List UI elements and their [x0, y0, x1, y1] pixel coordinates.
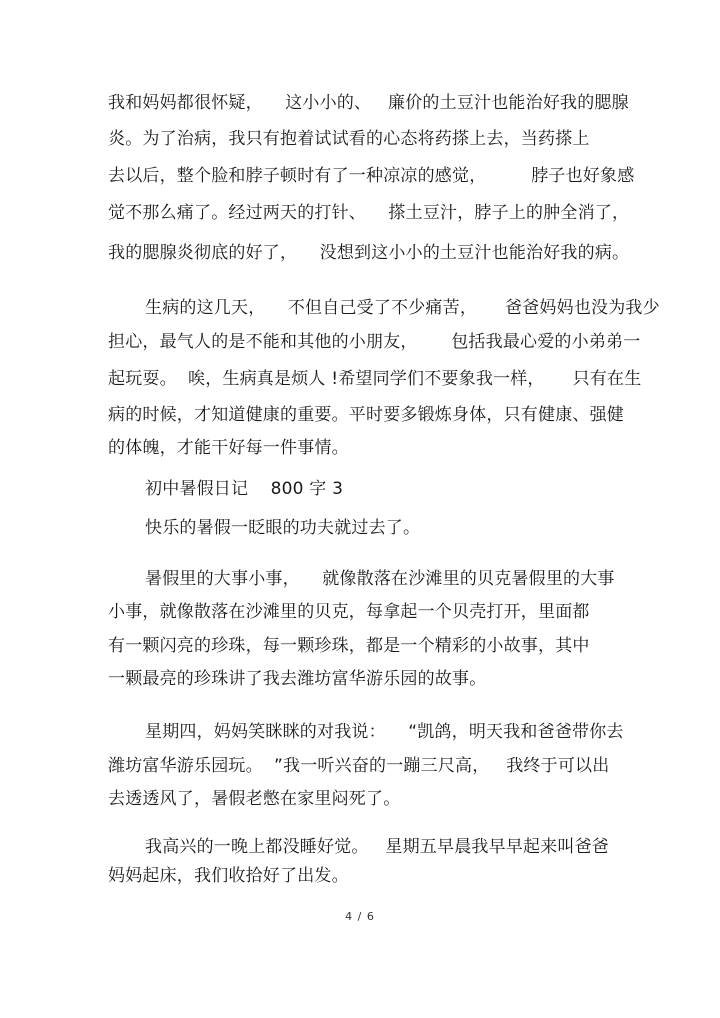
paragraph-1-line-3: 去以后，整个脸和脖子顿时有了一种凉凉的感觉， 脖子也好象感 — [108, 166, 635, 186]
paragraph-1-line-2: 炎。为了治病，我只有抱着试试看的心态将药搽上去，当药搽上 — [108, 129, 590, 149]
paragraph-5-line-1: 星期四，妈妈笑眯眯的对我说： “凯鸽，明天我和爸爸带你去 — [145, 722, 624, 742]
paragraph-3-line-1: 快乐的暑假一眨眼的功夫就过去了。 — [145, 518, 421, 538]
paragraph-2-line-4: 病的时候，才知道健康的重要。平时要多锻炼身体，只有健康、强健 — [108, 405, 624, 425]
paragraph-5-line-2: 潍坊富华游乐园玩。 ”我一听兴奋的一蹦三尺高， 我终于可以出 — [108, 756, 610, 776]
paragraph-6-line-1: 我高兴的一晚上都没睡好觉。 星期五早晨我早早起来叫爸爸 — [145, 837, 610, 857]
page-number: 4 / 6 — [345, 910, 375, 923]
paragraph-6-line-2: 妈妈起床，我们收拾好了出发。 — [108, 866, 349, 886]
paragraph-1-line-1: 我和妈妈都很怀疑， 这小小的、 廉价的土豆汁也能治好我的腮腺 — [108, 93, 629, 113]
paragraph-2-line-3: 起玩耍。 唉，生病真是烦人 !希望同学们不要象我一样， 只有在生 — [108, 369, 642, 389]
paragraph-1-line-4: 觉不那么痛了。经过两天的打针、 搽土豆汁，脖子上的肿全消了， — [108, 203, 630, 223]
paragraph-2-line-5: 的体魄，才能干好每一件事情。 — [108, 438, 349, 458]
paragraph-4-line-2: 小事，就像散落在沙滩里的贝克，每拿起一个贝壳打开，里面都 — [108, 602, 590, 622]
paragraph-2-line-2: 担心，最气人的是不能和其他的小朋友， 包括我最心爱的小弟弟一 — [108, 332, 641, 352]
paragraph-2-line-1: 生病的这几天， 不但自己受了不少痛苦， 爸爸妈妈也没为我少 — [145, 298, 660, 318]
section-title: 初中暑假日记 800 字 3 — [145, 479, 344, 499]
paragraph-4-line-3: 有一颗闪亮的珍珠，每一颗珍珠，都是一个精彩的小故事，其中 — [108, 636, 590, 656]
paragraph-5-line-3: 去透透风了，暑假老憋在家里闷死了。 — [108, 789, 401, 809]
paragraph-4-line-1: 暑假里的大事小事， 就像散落在沙滩里的贝克暑假里的大事 — [145, 569, 615, 589]
paragraph-4-line-4: 一颗最亮的珍珠讲了我去潍坊富华游乐园的故事。 — [108, 669, 487, 689]
paragraph-1-line-5: 我的腮腺炎彻底的好了， 没想到这小小的土豆汁也能治好我的病。 — [108, 243, 630, 263]
